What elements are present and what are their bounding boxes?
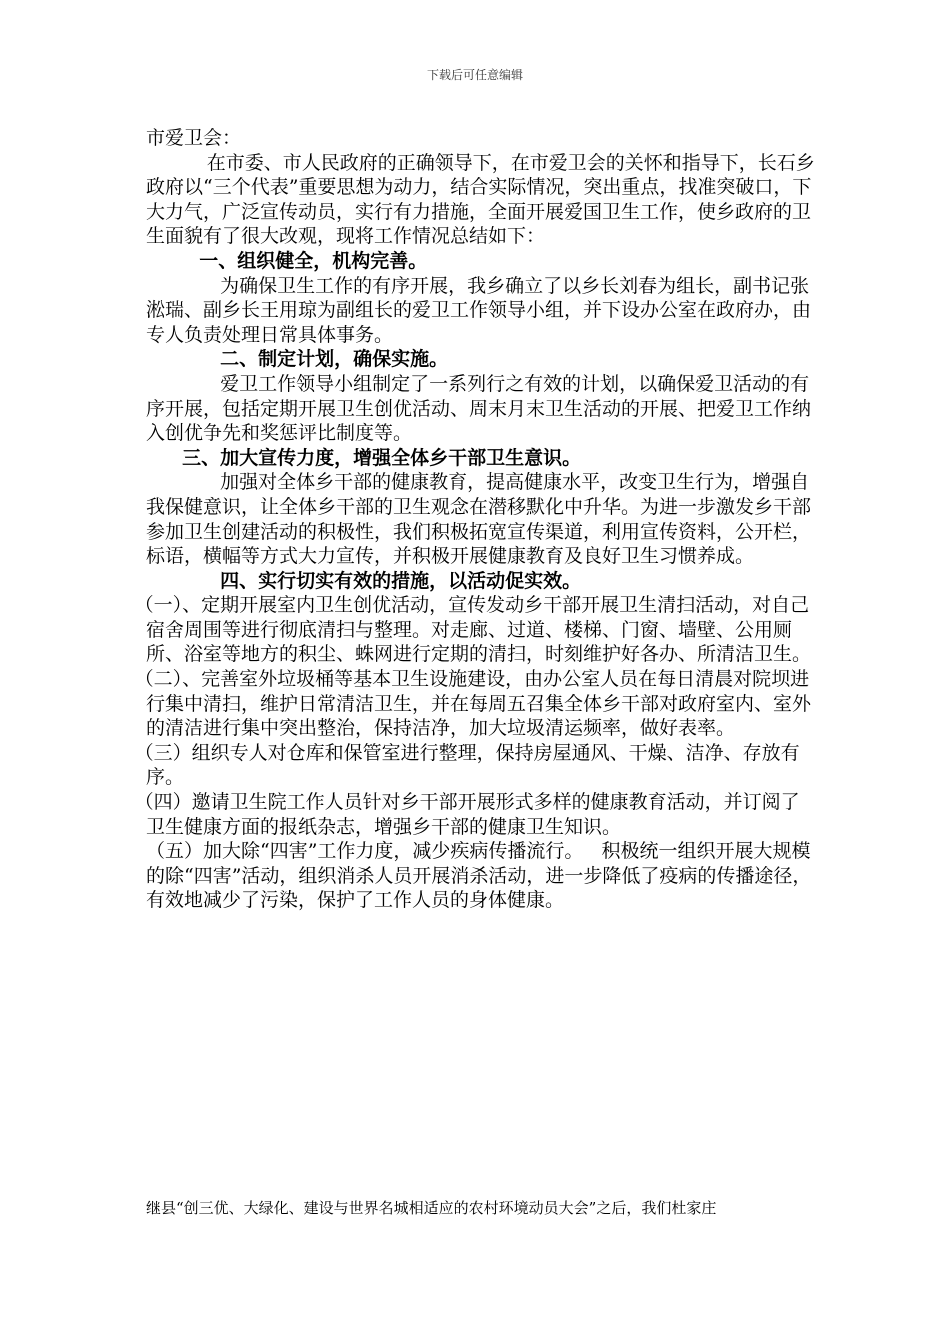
section-1-body: 为确保卫生工作的有序开展，我乡确立了以乡长刘春为组长，副书记张淞瑞、副乡长王用琼为副组长的爱卫工作领导小组，并下设办公室在政府办，由专人负责处理日常具体事务。	[146, 274, 812, 346]
section-4-item-2: （二）、完善室外垃圾桶等基本卫生设施建设，由办公室人员在每日清晨对院坝进行集中清扫，维护日常清洁卫生，并在每周五召集全体乡干部对政府室内、室外的清洁进行集中突出整治，保持洁净，加大垃圾清运频率，做好表率。	[134, 668, 812, 740]
document-body	[134, 126, 816, 913]
page-header-note: 下载后可任意编辑	[426, 68, 523, 82]
section-4-title: 四、实行切实有效的措施，以活动促实效。	[220, 569, 582, 592]
section-4-item-1: （一）、定期开展室内卫生创优活动，宣传发动乡干部开展卫生清扫活动，对自己宿舍周围等进行彻底清扫与整理。对走廊、过道、楼梯、门窗、墙壁、公用厕所、浴室等地方的积尘、蛛网进行定期的清扫，时刻维护好各办、所清洁卫生。	[134, 594, 812, 666]
section-4-item-3: （三）组织专人对仓库和保管室进行整理，保持房屋通风、干燥、洁净、存放有序。	[134, 741, 800, 789]
salutation: 市爱卫会：	[146, 127, 242, 149]
section-4-item-5: （五）加大除“四害”工作力度，减少疾病传播流行。 积极统一组织开展大规模的除“四害”活动，组织消杀人员开展消杀活动，进一步降低了疫病的传播途径，有效地减少了污染，保护了工作人员的身体健康。	[146, 840, 812, 912]
section-1-title: 一、组织健全，机构完善。	[199, 249, 428, 272]
footer-continuation-text: 继县“创三优、大绿化、建设与世界名城相适应的农村环境动员大会”之后，我们杜家庄	[146, 1199, 717, 1217]
section-3-title: 三、加大宣传力度，增强全体乡干部卫生意识。	[182, 446, 582, 469]
intro-paragraph: 在市委、市人民政府的正确领导下，在市爱卫会的关怀和指导下，长石乡政府以“三个代表”重要思想为动力，结合实际情况，突出重点，找准突破口，下大力气，广泛宣传动员，实行有力措施，全面开展爱国卫生工作，使乡政府的卫生面貌有了很大改观，现将工作情况总结如下：	[146, 151, 815, 248]
section-4-item-4: （四）邀请卫生院工作人员针对乡干部开展形式多样的健康教育活动，并订阅了卫生健康方面的报纸杂志，增强乡干部的健康卫生知识。	[134, 791, 800, 838]
section-3-body: 加强对全体乡干部的健康教育，提高健康水平，改变卫生行为，增强自我保健意识，让全体乡干部的卫生观念在潜移默化中升华。为进一步激发乡干部参加卫生创建活动的积极性，我们积极拓宽宣传渠道，利用宣传资料，公开栏，标语，横幅等方式大力宣传，并积极开展健康教育及良好卫生习惯养成。	[146, 471, 812, 568]
section-2-title: 二、制定计划，确保实施。	[220, 348, 449, 371]
section-2-body: 爱卫工作领导小组制定了一系列行之有效的计划，以确保爱卫活动的有序开展，包括定期开展卫生创优活动、周末月末卫生活动的开展、把爱卫工作纳入创优争先和奖惩评比制度等。	[146, 372, 812, 445]
